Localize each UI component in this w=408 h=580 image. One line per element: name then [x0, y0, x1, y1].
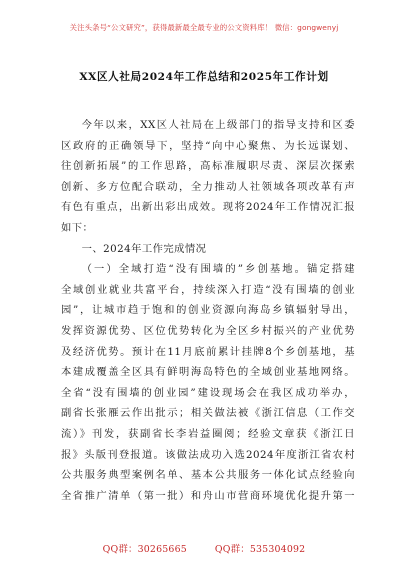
footer-qq-group-2: QQ群：535304092 — [214, 544, 306, 555]
text-line: 区政府的正确领导下，坚持“向中心聚焦、为长远谋划、 — [61, 139, 355, 152]
text-line: 及经济优势。预计在11月底前累计挂牌8个乡创基地，基 — [61, 345, 355, 358]
footer-qq-group-1: QQ群：30265665 — [102, 544, 187, 555]
text-line: 全域创业就业共富平台，持续深入打造“没有围墙的创业 — [61, 283, 355, 296]
text-line: 发挥资源优势、区位优势转化为全区乡村振兴的产业优势 — [61, 324, 355, 337]
text-line: 公共服务典型案例名单、基本公共服务一体化试点经验向 — [61, 469, 355, 482]
text-line: 今年以来，XX区人社局在上级部门的指导支持和区委 — [81, 119, 355, 131]
text-line: 副省长张雁云作出批示；相关做法被《浙江信息（工作交 — [61, 407, 355, 420]
footer — [0, 541, 408, 555]
section-heading-text: 一、2024年工作完成情况 — [81, 242, 207, 255]
text-line: 园”，让城市趋于饱和的创业资源向海岛乡镇辐射导出， — [61, 304, 355, 317]
text-line: 有色有重点，出新出彩出成效。现将2024年工作情况汇报 — [61, 201, 355, 214]
text-line: 往创新拓展”的工作思路，高标准履职尽责、深层次探索 — [61, 160, 355, 173]
intro-paragraph — [61, 115, 355, 239]
section-paragraph — [61, 259, 355, 506]
section-heading — [61, 239, 355, 260]
text-line: 本建成覆盖全区具有鲜明海岛特色的全域创业基地网络。 — [61, 366, 355, 379]
document-title: XX区人社局2024年工作总结和2025年工作计划 — [79, 71, 329, 83]
document-body — [61, 115, 355, 506]
text-line: 创新、多方位配合联动，全力推动人社领域各项改革有声 — [61, 180, 355, 193]
text-line: 全省推广清单（第一批）和舟山市营商环境优化提升第一 — [61, 489, 355, 502]
text-line: 全省“没有围墙的创业园”建设现场会在我区成功举办， — [61, 386, 355, 399]
text-line: （一）全域打造“没有围墙的”乡创基地。锚定搭建 — [81, 263, 355, 276]
text-line: 报》头版刊登报道。该做法成功入选2024年度浙江省农村 — [61, 448, 355, 461]
text-line: 如下： — [61, 221, 94, 234]
text-line: 流）》刊发，获副省长李岩益圈阅；经验文章获《浙江日 — [61, 427, 355, 440]
top-notice: 关注头条号“公文研究”，获得最新最全最专业的公文资料库！ 微信：gongwenyj — [69, 23, 339, 32]
